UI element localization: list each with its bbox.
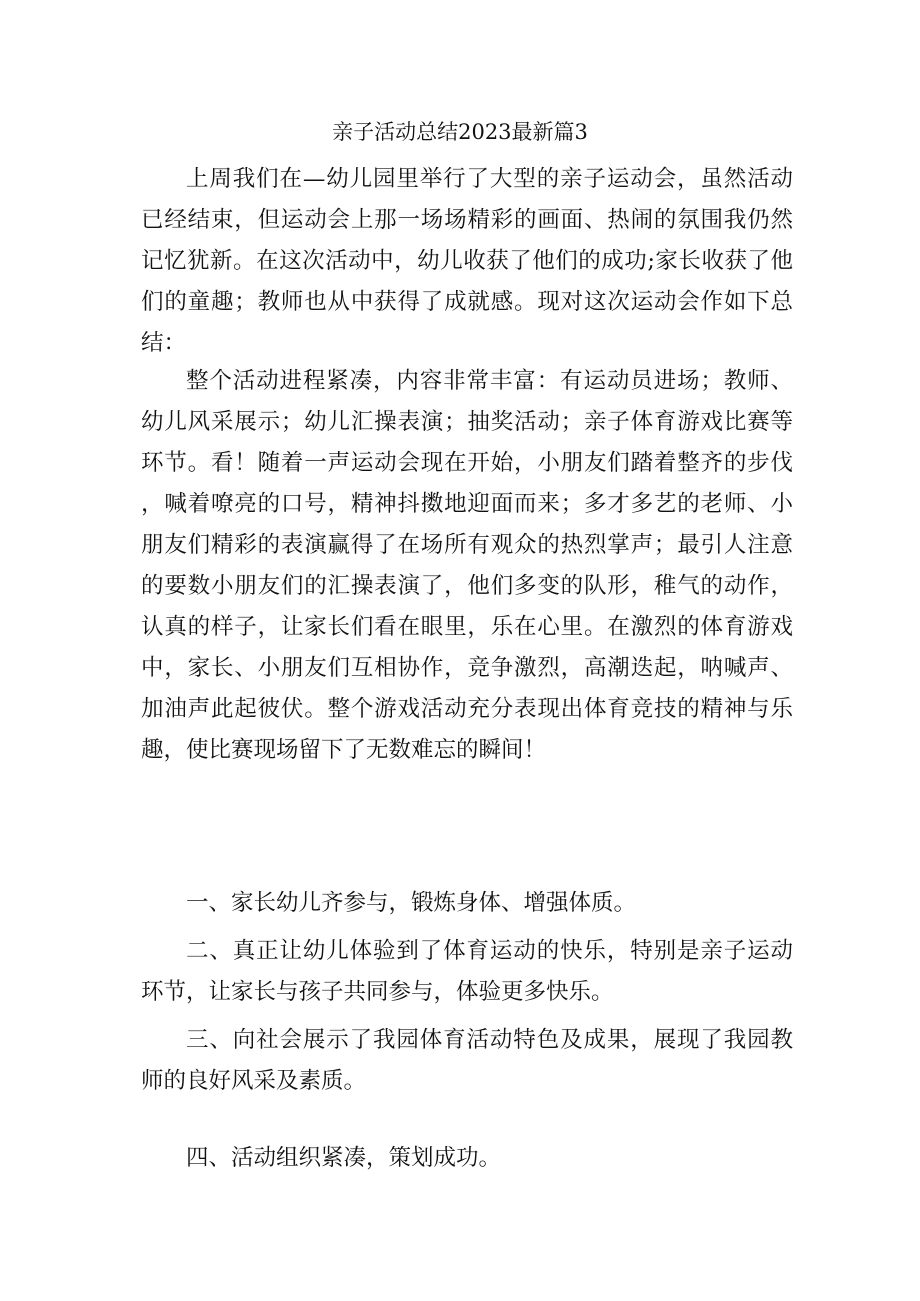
paragraph-activity-process: 整个活动进程紧凑，内容非常丰富：有运动员进场；教师、幼儿风采展示；幼儿汇操表演；抽奖活动；亲子体育游戏比赛等环节。看！随着一声运动会现在开始，小朋友们踏着整齐的步伐，喊着嘹亮的口号，精神抖擞地迎面而来；多才多艺的老师、小朋友们精彩的表演赢得了在场所有观众的热烈掌声；最引人注意的要数小朋友们的汇操表演了，他们多变的队形，稚气的动作，认真的样子，让家长们看在眼里，乐在心里。在激烈的体育游戏中，家长、小朋友们互相协作，竞争激烈，高潮迭起，呐喊声、加油声此起彼伏。整个游戏活动充分表现出体育竞技的精神与乐趣，使比赛现场留下了无数难忘的瞬间！ — [141, 368, 793, 763]
paragraph-point-two: 二、真正让幼儿体验到了体育运动的快乐，特别是亲子运动环节，让家长与孩子共同参与，体验更多快乐。 — [141, 938, 793, 1005]
paragraph-point-one: 一、家长幼儿齐参与，锻炼身体、增强体质。 — [186, 890, 637, 916]
paragraph-point-three: 三、向社会展示了我园体育活动特色及成果，展现了我园教师的良好风采及素质。 — [141, 1027, 793, 1094]
paragraph-point-four: 四、活动组织紧凑，策划成功。 — [186, 1145, 502, 1171]
paragraph-intro: 上周我们在—幼儿园里举行了大型的亲子运动会，虽然活动已经结束，但运动会上那一场场精彩的画面、热闹的氛围我仍然记忆犹新。在这次活动中，幼儿收获了他们的成功;家长收获了他们的童趣；教师也从中获得了成就感。现对这次运动会作如下总结： — [141, 166, 793, 356]
document-title: 亲子活动总结2023最新篇3 — [332, 120, 588, 144]
